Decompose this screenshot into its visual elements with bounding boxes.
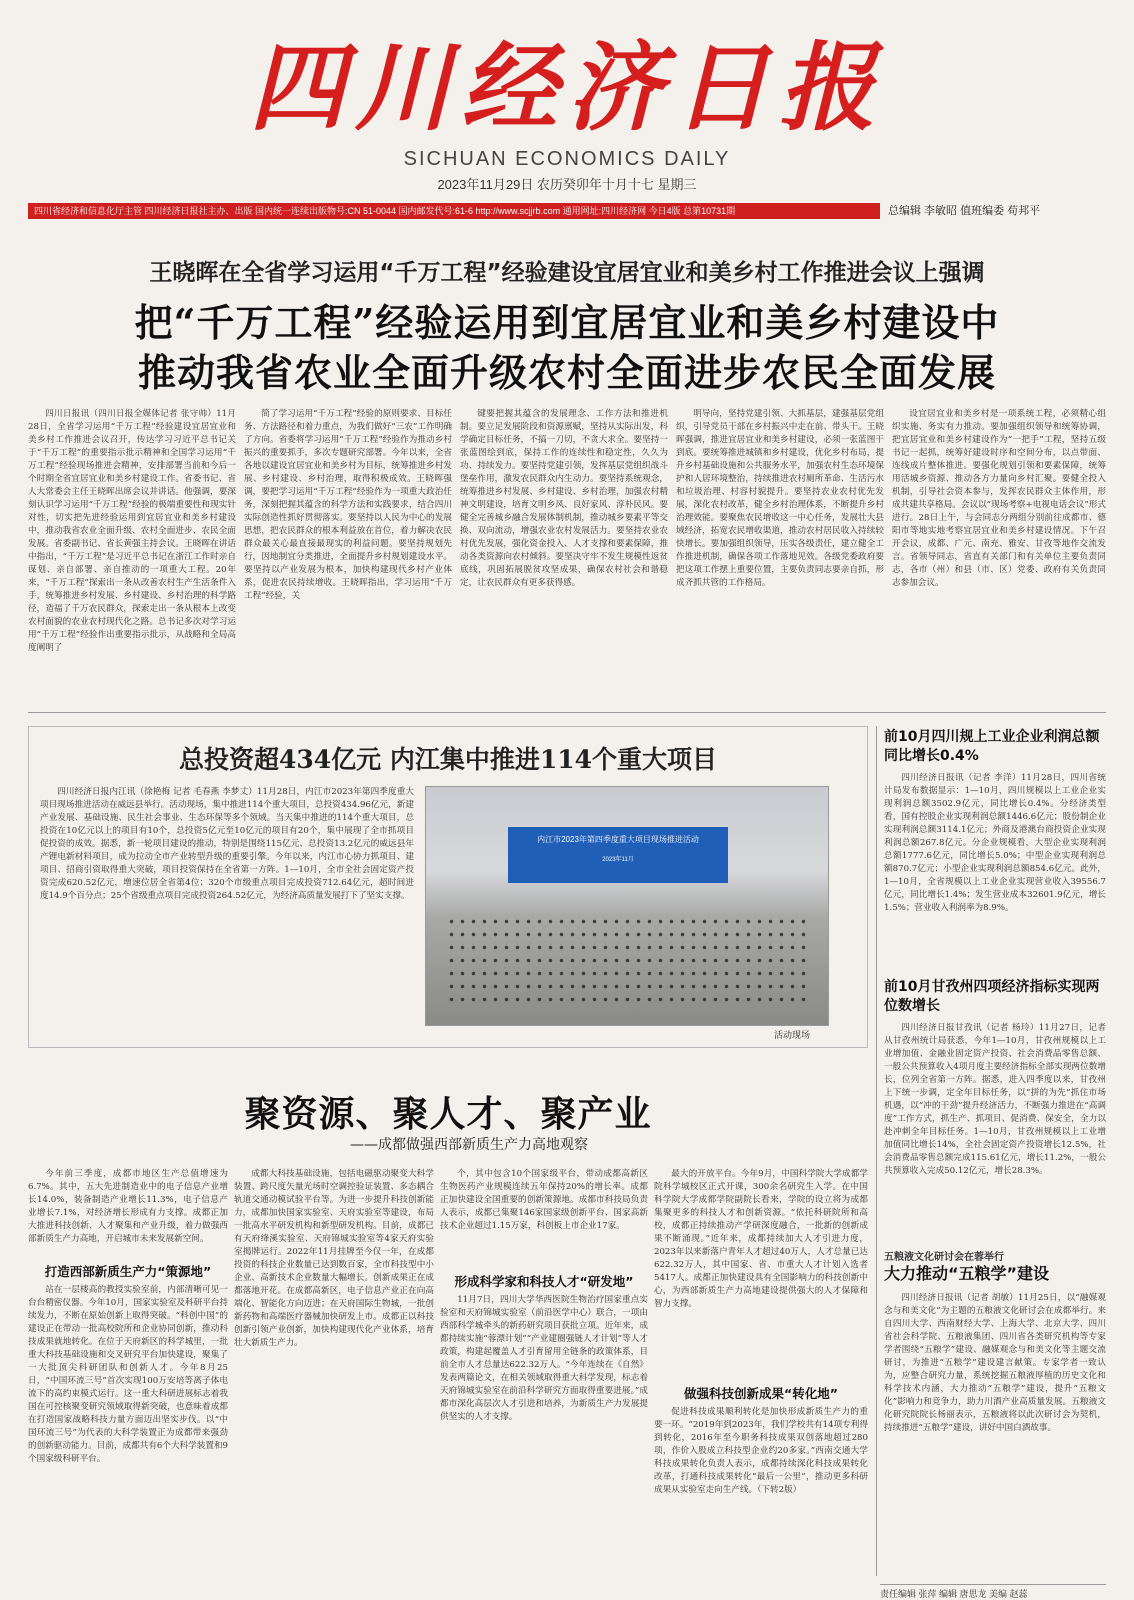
publisher-bar: 四川省经济和信息化厅主管 四川经济日报社主办、出版 国内统一连续出版物号:CN 51-0044 国内邮发代号:61-6 http://www.scjjrb.com 通用网址:四川经济网 今日4版 总第10731期 bbox=[28, 203, 880, 219]
stage-screen-title: 内江市2023年第四季度重大项目现场推进活动 bbox=[537, 835, 699, 844]
chengdu-column-2 bbox=[234, 1168, 434, 1580]
sidebar-story-3-kicker: 五粮液文化研讨会在蓉举行 bbox=[884, 1252, 1004, 1263]
neijiang-headline: 总投资超434亿元 内江集中推进114个重大项目 bbox=[178, 745, 718, 774]
neijiang-body bbox=[40, 786, 414, 1034]
lead-column-2-text: 简了学习运用“千万工程”经验的原则要求、目标任务、方法路径和着力重点，为我们做好“三农”工作明确了方向。省委将学习运用“千万工程”经验作为推动乡村振兴的重要抓手，多次专题研究部署。今年以来，全省各地以建设宜居宜业和美乡村为目标，统筹推进乡村发展、乡村建设、乡村治理，取得积极成效。王晓晖强调，要把学习运用“千万工程”经验作为一项重大政治任务，深刻把握其蕴含的科学方法和实践要求，结合四川实际创造性抓好贯彻落实。要坚持以人民为中心的发展思想，把农民群众的根本利益放在首位，着力解决农民群众最关心最直接最现实的利益问题。要坚持规划先行，因地制宜分类推进，全面提升乡村规划建设水平。要坚持以产业发展为根本，加快构建现代乡村产业体系，促进农民持续增收。王晓晖指出，学习运用“千万工程”经验，关 bbox=[244, 409, 452, 601]
event-photo bbox=[425, 786, 829, 1026]
chengdu-column-3 bbox=[440, 1168, 648, 1268]
sidebar-story-3-body bbox=[884, 1292, 1106, 1578]
sidebar-divider bbox=[876, 726, 877, 1576]
sidebar-story-1-body bbox=[884, 772, 1106, 968]
chengdu-column-4b bbox=[654, 1406, 868, 1580]
lead-column-3 bbox=[460, 408, 668, 704]
chengdu-column-3-text: 个，其中包含10个国家级平台，带动成都高新区生物医药产业规模连续五年保持20%的增长率。成都正加快建设全国重要的创新策源地。成都市科技局负责人表示，成都已集聚146家国家级创新平台、国家高新技术企业超过1.15万家，科创板上市企业17家。 bbox=[440, 1169, 648, 1231]
chengdu-section-heading-1: 打造西部新质生产力“策源地” bbox=[44, 1264, 212, 1279]
lead-column-1-text: 四川日报讯（四川日报全媒体记者 张守帅）11月28日，全省学习运用“千万工程”经验建设宜居宜业和美乡村工作推进会议召开，传达学习习近平总书记关于“千万工程”的重要指示批示精神和全国学习运用“千万工程”经验现场推进会精神，安排部署当前和今后一个时期全省宜居宜业和美乡村建设工作。省委书记、省人大常委会主任王晓晖出席会议并讲话。他强调，要深刻认识学习运用“千万工程”经验的极端重要性和现实针对性，切实把先进经验运用到宜居宜业和美乡村建设中，推动我省农业全面升级、农村全面进步、农民全面发展。省委副书记、省长黄强主持会议。王晓晖在讲话中指出，“千万工程”是习近平总书记在浙江工作时亲自谋划、亲自部署、亲自推动的一项重大工程。20年来，“千万工程”探索出一条从改善农村生产生活条件入手，统筹推进乡村发展、乡村建设、乡村治理的科学路径，造福了千万农民群众，探索走出一条从根本上改变农村面貌的农业农村现代化之路。总书记多次对学习运用“千万工程”经验作出重要指示批示，从战略和全局高度阐明了 bbox=[28, 409, 236, 653]
chengdu-column-4 bbox=[654, 1168, 868, 1378]
sidebar-story-3-headline: 大力推动“五粮学”建设 bbox=[884, 1264, 1050, 1283]
chengdu-subheadline: ——成都做强西部新质生产力高地观察 bbox=[350, 1137, 588, 1153]
lead-column-5 bbox=[892, 408, 1106, 704]
editors-line: 总编辑 李敏昭 值班编委 苟邦平 bbox=[888, 205, 1041, 217]
lead-column-5-text: 设宜居宜业和美乡村是一项系统工程，必须精心组织实施、务实有力推动。要加强组织领导和统筹协调，把宜居宜业和美乡村建设作为“一把手”工程，坚持五级书记一起抓，统筹好建设时序和空间分布，以点带面、连线成片整体推进。要强化规划引领和要素保障，统筹用活城乡资源、推动各方力量向乡村汇聚。要健全投入机制，引导社会资本参与，发挥农民群众主体作用，形成共建共享格局。会议以“现场考察+电视电话会议”形式进行。28日上午，与会同志分两组分别前往成都市、德阳市等地实地考察宜居宜业和美乡村建设情况。下午召开会议，成都、广元、南充、雅安、甘孜等地作交流发言。省领导同志，省直有关部门和有关单位主要负责同志，各市（州）和县（市、区）党委、政府有关负责同志参加会议。 bbox=[892, 409, 1106, 588]
lead-column-4 bbox=[676, 408, 884, 704]
section-divider bbox=[28, 712, 1106, 713]
photo-caption: 活动现场 bbox=[774, 1030, 811, 1040]
chengdu-column-1-text: 今年前三季度，成都市地区生产总值增速为6.7%。其中，五大先进制造业中的电子信息产业增长14.0%，装备制造产业增长11.3%，电子信息产业增长7.1%，对经济增长形成有力支撑。成都正加大推进科技创新、人才聚集和产业升级，着力做强西部新质生产力高地，开启城市未来发展新空间。 bbox=[28, 1169, 228, 1244]
sidebar-story-2-body bbox=[884, 1022, 1106, 1240]
lead-kicker: 王晓晖在全省学习运用“千万工程”经验建设宜居宜业和美乡村工作推进会议上强调 bbox=[149, 260, 985, 286]
sidebar-story-2-text: 四川经济日报甘孜讯（记者 杨玲）11月27日，记者从甘孜州统计局获悉，今年1—10月，甘孜州规模以上工业增加值、金融业固定资产投资、社会消费品零售总额、一般公共预算收入4项月度主要经济指标全部实现两位数增长，位列全省第一方阵。据悉，进入四季度以来，甘孜州上下统一步调，定全年目标任务，以“拼的为先”抓住市场机遇，以“冲的干劲”提升经济活力，不断强力推进在“高调度”工作方式，抓生产、抓项目、促消费、保安全，全力以赴冲刺全年目标任务。1—10月，甘孜州规模以上工业增加值同比增长14%，全社会固定资产投资增长12.5%，社会消费品零售总额完成115.61亿元，增长11.2%，一般公共预算收入完成50.12亿元，增长28.3%。 bbox=[884, 1023, 1106, 1176]
lead-column-3-text: 键要把握其蕴含的发展理念、工作方法和推进机制。要立足发展阶段和资源禀赋，坚持从实际出发，科学确定目标任务，不搞一刀切，不贪大求全。要坚持一张蓝图绘到底，保持工作的连续性和稳定性，久久为功、持续发力。要坚持党建引领，发挥基层党组织战斗堡垒作用，激发农民群众内生动力。要坚持系统观念，统筹推进乡村发展、乡村建设、乡村治理，加强农村精神文明建设，培育文明乡风、良好家风、淳朴民风。要健全完善城乡融合发展体制机制，推动城乡要素平等交换、双向流动，增强农业农村发展活力。要坚持农业农村优先发展，强化资金投入、人才支撑和要素保障，推动各类资源向农村倾斜。要坚决守牢不发生规模性返贫底线，巩固拓展脱贫攻坚成果，确保农村社会和谐稳定，让农民群众有更多获得感。 bbox=[460, 409, 668, 588]
stage-screen-subtitle: 2023年11月 bbox=[602, 857, 634, 863]
neijiang-body-text: 四川经济日报内江讯（徐艳梅 记者 毛春燕 李梦丈）11月28日，内江市2023年第四季度重大项目现场推进活动在威远县举行。活动现场，集中推进114个重大项目，总投资434.96亿元，新建产业发展、基础设施、民生社会事业、生态环保等多个领域。当天集中推进的114个重大项目，总投资在10亿元以上的项目有10个，总投资5亿元至10亿元的项目有20个，集中展现了全市抓项目促投资的成效。据悉，新一轮项目建设的推动，特别是围绕115亿元、总投资13.2亿元的威远县年产锂电新材料项目，成为拉动全市产业转型升级的重要引擎。今年以来，内江市心协力抓项目、建项目、招商引资取得重大突破，项目投资保持在全省第一方阵。1—10月，全市全社会固定资产投资完成620.52亿元，增速位居全省第4位；320个市级重点项目完成投资712.64亿元，超时间进度14.9个百分点；25个省级重点项目完成投资264.52亿元，为经济高质量发展打下了坚实支撑。 bbox=[40, 787, 414, 901]
crowd bbox=[446, 915, 810, 1005]
lead-column-2 bbox=[244, 408, 452, 704]
chengdu-column-4b-text: 促进科技成果顺利转化是加快形成新质生产力的重要一环。“2019年到2023年，我们学校共有14项专利得到转化，2016年至今职务科技成果双创落地超过280项，作价入股成立科技型企业约20多家。”西南交通大学科技成果转化负责人表示，成都持续深化科技成果转化改革，打通科技成果转化“最后一公里”，推动更多科研成果从实验室走向生产线。（下转2版） bbox=[654, 1407, 868, 1495]
sidebar-story-2-headline: 前10月甘孜州四项经济指标实现两位数增长 bbox=[884, 979, 1100, 1014]
chengdu-column-1b bbox=[28, 1284, 228, 1580]
issue-date: 2023年11月29日 农历癸卯年十月十七 星期三 bbox=[437, 177, 697, 192]
chengdu-column-3b-text: 11月7日，四川大学华西医院生物治疗国家重点实验室和天府锦城实验室（前沿医学中心）联合，一项由西部科学城牵头的新药研究项目获批立项。近年来，成都持续实施“蓉漂计划”“产业建圈强链人才计划”等人才政策，构建起覆盖人才引育留用全链条的政策体系，目前全市人才总量达622.32万人。“今年连续在《自然》发表两篇论文，在相关领域取得重大科学发现，标志着天府锦城实验室在前沿科学研究方面取得重要进展。”成都市深化高层次人才引进和培养，为新质生产力发展提供坚实的人才支撑。 bbox=[440, 1295, 648, 1422]
lead-column-1 bbox=[28, 408, 236, 704]
newspaper-logo-en: SICHUAN ECONOMICS DAILY bbox=[403, 148, 731, 170]
sidebar-story-3-text: 四川经济日报讯（记者 胡敏）11月25日，以“融媒观念与和美文化”为主题的五粮液文化研讨会在成都举行。来自四川大学、西南财经大学、上海大学、北京大学、四川省社会科学院、五粮液集团、四川省各类研究机构等专家学者围绕“五粮学”建设、融媒观念与和美文化等主题交流研讨，为推进“五粮学”建设建言献策。专家学者一致认为，应整合研究力量，系统挖掘五粮液厚植的历史文化和科学技术内涵，大力推动“五粮学”建设，提升“五粮文化”影响力和竞争力，助力川酒产业高质量发展。五粮液文化研究院院长杨丽表示，五粮液将以此次研讨会为契机，持续推进“五粮学”建设，讲好中国白酒故事。 bbox=[884, 1293, 1106, 1433]
chengdu-column-2-text: 成都大科技基础设施，包括电磁驱动聚变大科学装置、跨尺度矢量光场时空调控验证装置、多态耦合轨道交通动模试验平台等。为进一步提升科技创新能力，成都加快国家实验室、天府实验室等建设，布局一批高水平研发机构和新型研发机构。目前，成都已有天府绛溪实验室、天府锦城实验室等4家天府实验室揭牌运行。2022年11月挂牌至今仅一年，在成都投资的科技企业数量已达到数百家，全市科技型中小企业、高新技术企业数量大幅增长。创新成果正在成都落地开花。在成都高新区，电子信息产业正在向高端化、智能化方向迈进；在天府国际生物城，一批创新药物和高端医疗器械加快研发上市。成都正以科技创新引领产业创新，加快构建现代化产业体系，培育壮大新质生产力。 bbox=[234, 1169, 434, 1348]
chengdu-column-4-text: 最大的开放平台。今年9月，中国科学院大学成都学院科学城校区正式开课，300余名研究生入学。在中国科学院大学成都学院副院长看来，学院的设立将为成都集聚更多的科技人才和创新资源。“依托科研院所和高校，成都正持续推动产学研深度融合，一批新的创新成果不断涌现。”近年来，成都持续加大人才引进力度，2023年以来新落户青年人才超过40万人，人才总量已达622.32万人，其中国家、省、市重大人才计划入选者5417人。成都正加快建设具有全国影响力的科技创新中心，为西部新质生产力高地建设提供强大的人才保障和智力支撑。 bbox=[654, 1169, 868, 1309]
sidebar-story-1-text: 四川经济日报讯（记者 李洋）11月28日，四川省统计局发布数据显示：1—10月，四川规模以上工业企业实现利润总额3502.9亿元，同比增长0.4%。分经济类型看，国有控股企业实现利润总额1446.6亿元；股份制企业实现利润总额3114.1亿元；外商及港澳台商投资企业实现利润总额267.8亿元。分企业规模看，大型企业实现利润总额1777.6亿元，同比增长5.0%；中型企业实现利润总额870.7亿元；小型企业实现利润总额854.6亿元。此外，1—10月，全省规模以上工业企业实现营业收入39556.7亿元，同比增长1.4%；发生营业成本32601.9亿元，增长1.5%；营业收入利润率为8.9%。 bbox=[884, 773, 1106, 913]
page-footer: 责任编辑 张萍 编辑 唐思龙 美编 赵蕊 bbox=[880, 1584, 1106, 1600]
lead-column-4-text: 明导向，坚持党建引领、大抓基层，建强基层党组织，引导党员干部在乡村振兴中走在前、带头干。王晓晖强调，推进宜居宜业和美乡村建设，必须一张蓝图干到底。要统筹推进城镇和乡村建设，优化乡村布局，提升乡村基础设施和公共服务水平，加强农村生态环境保护和人居环境整治，持续推进农村厕所革命、生活污水和垃圾治理、村容村貌提升。要坚持农业农村优先发展，深化农村改革，健全乡村治理体系，不断提升乡村治理效能。要聚焦农民增收这一中心任务，发展壮大县域经济，拓宽农民增收渠道，推动农村居民收入持续较快增长。要加强组织领导，压实各级责任，建立健全工作推进机制，确保各项工作落地见效。各级党委政府要把这项工作摆上重要位置，主要负责同志要亲自抓，形成齐抓共管的工作格局。 bbox=[676, 409, 884, 588]
sidebar-story-1-headline: 前10月四川规上工业企业利润总额同比增长0.4% bbox=[884, 729, 1100, 764]
chengdu-column-3b bbox=[440, 1294, 648, 1580]
lead-headline-line-1: 把“千万工程”经验运用到宜居宜业和美乡村建设中 bbox=[134, 300, 1000, 345]
chengdu-section-heading-3: 做强科技创新成果“转化地” bbox=[684, 1386, 838, 1401]
chengdu-column-1 bbox=[28, 1168, 228, 1256]
chengdu-section-heading-2: 形成科学家和科技人才“研发地” bbox=[454, 1274, 634, 1289]
chengdu-headline: 聚资源、聚人才、聚产业 bbox=[244, 1093, 652, 1135]
stage-screen bbox=[508, 827, 728, 883]
newspaper-logo: 四川经济日报 bbox=[249, 31, 885, 144]
lead-headline-line-2: 推动我省农业全面升级农村全面进步农民全面发展 bbox=[137, 350, 996, 395]
chengdu-column-1b-text: 站在一层楼高的教授实验室前，内部清晰可见一台台精密仪器。今年10月，国家实验室及科研平台持续发力，不断在原始创新上取得突破。“科创中国”的建设正在带动一批高校院所和企业协同创新，推动科技成果就地转化。在位于天府新区的科学城里，一批重大科技基础设施和交叉研究平台加快建设，聚集了一大批顶尖科研团队和创新人才。今年8月25日，“中国环流三号”首次实现100万安培等离子体电流下的高约束模式运行。这一重大科研进展标志着我国在可控核聚变研究领域取得新突破，也意味着成都在打造国家战略科技力量方面迈出坚实步伐。以“中国环流三号”为代表的大科学装置正为成都带来强劲的创新驱动能力。目前，成都共有6个大科学装置和9个国家级科研平台。 bbox=[28, 1285, 228, 1464]
